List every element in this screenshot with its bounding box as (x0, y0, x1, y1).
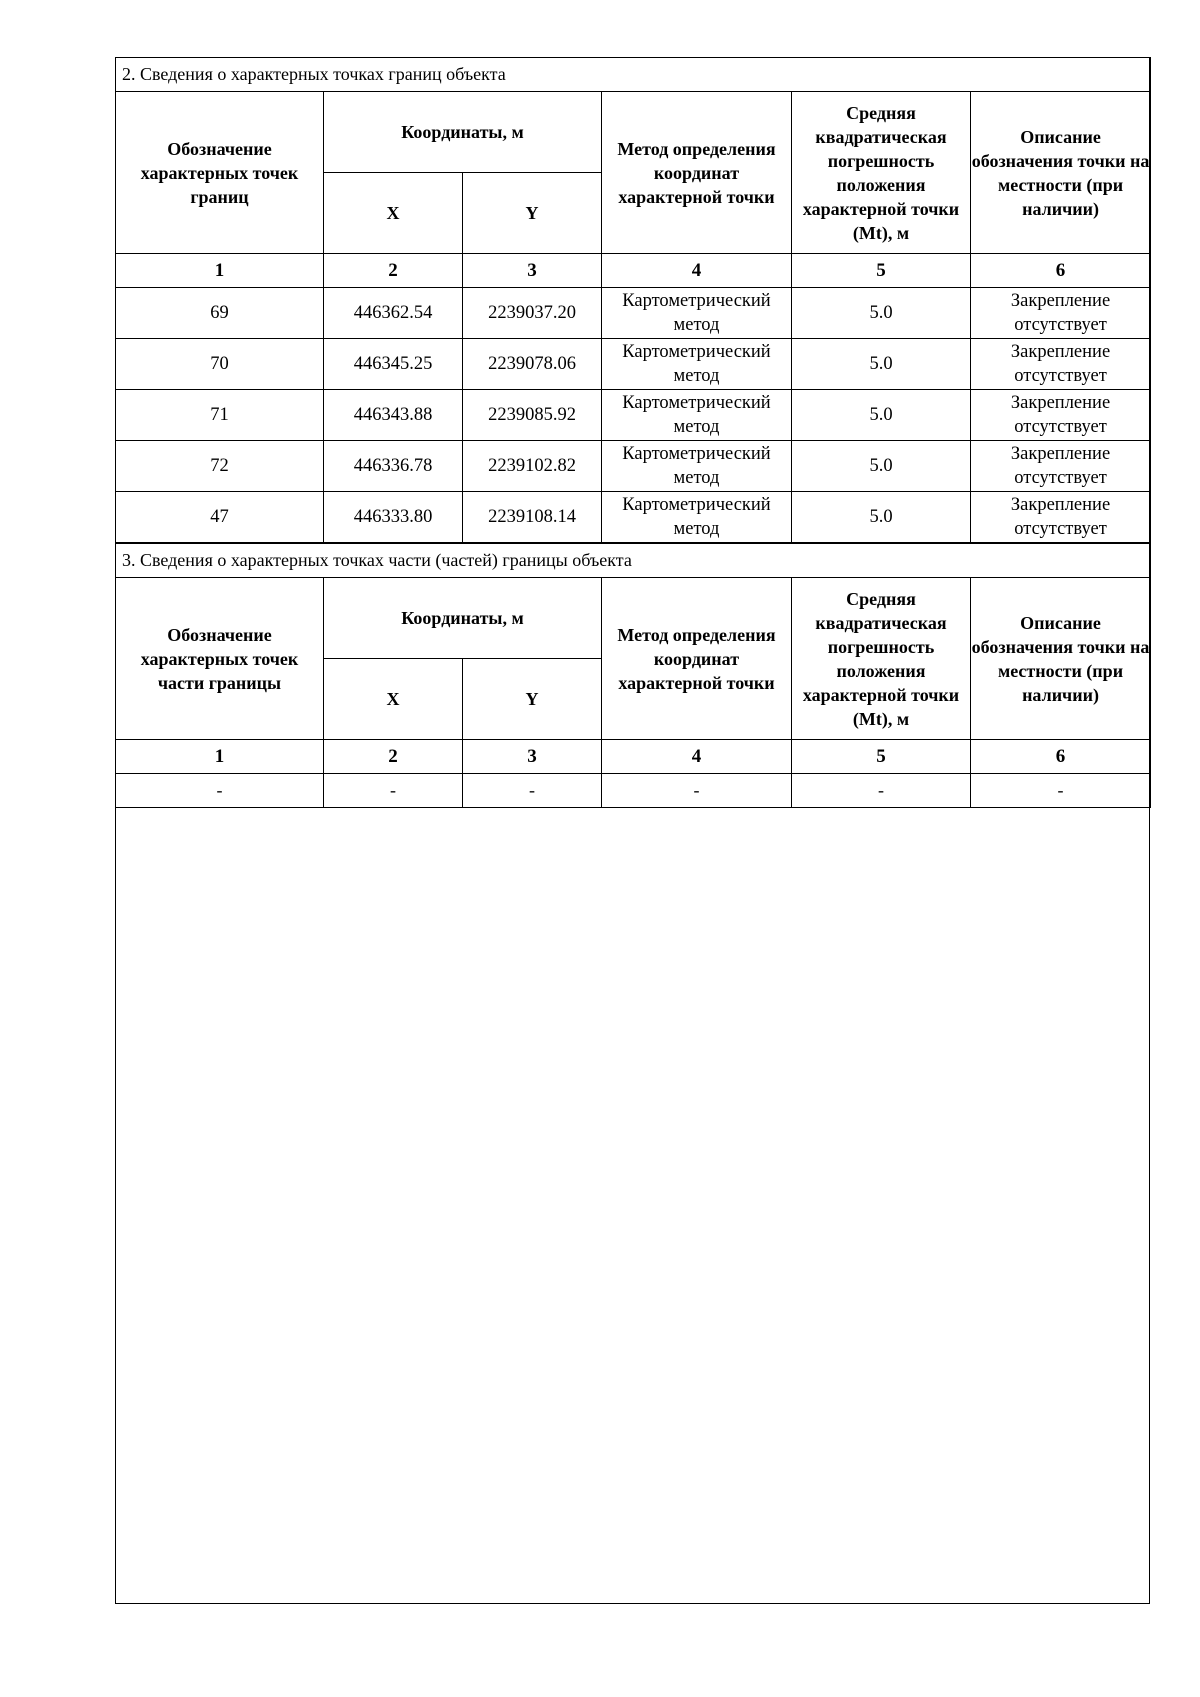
coord-y: - (463, 774, 602, 808)
col-number: 6 (971, 740, 1151, 774)
mt-cell: - (792, 774, 971, 808)
point-number: 72 (116, 441, 324, 492)
coord-y: 2239108.14 (463, 492, 602, 543)
header-y: Y (463, 659, 602, 740)
header-method: Метод определения координат характерной точки (602, 92, 792, 254)
col-number: 6 (971, 254, 1151, 288)
header-coords: Координаты, м (324, 92, 602, 173)
coord-x: 446333.80 (324, 492, 463, 543)
header-y: Y (463, 173, 602, 254)
header-x: X (324, 173, 463, 254)
coord-x: - (324, 774, 463, 808)
coord-x: 446345.25 (324, 339, 463, 390)
table-row (116, 390, 1151, 441)
col-number: 1 (116, 254, 324, 288)
mt-cell: 5.0 (792, 339, 971, 390)
col-number: 2 (324, 254, 463, 288)
part-boundary-points-table (115, 543, 1151, 808)
point-number: 70 (116, 339, 324, 390)
coord-x: 446362.54 (324, 288, 463, 339)
col-number: 2 (324, 740, 463, 774)
point-number: - (116, 774, 324, 808)
section-title: 2. Сведения о характерных точках границ объекта (116, 58, 1151, 92)
description-cell: Закрепление отсутствует (971, 339, 1151, 390)
point-number: 71 (116, 390, 324, 441)
header-error: Средняя квадратическая погрешность положения характерной точки (Mt), м (792, 578, 971, 740)
col-number: 3 (463, 740, 602, 774)
coord-x: 446336.78 (324, 441, 463, 492)
description-cell: - (971, 774, 1151, 808)
header-designation: Обозначение характерных точек части границы (116, 578, 324, 740)
table-row (116, 774, 1151, 808)
method-cell: Картометрический метод (602, 288, 792, 339)
coord-y: 2239078.06 (463, 339, 602, 390)
col-number: 4 (602, 740, 792, 774)
col-number: 4 (602, 254, 792, 288)
coord-y: 2239085.92 (463, 390, 602, 441)
mt-cell: 5.0 (792, 288, 971, 339)
table-row (116, 288, 1151, 339)
col-number: 1 (116, 740, 324, 774)
point-number: 69 (116, 288, 324, 339)
header-designation: Обозначение характерных точек границ (116, 92, 324, 254)
method-cell: Картометрический метод (602, 390, 792, 441)
method-cell: Картометрический метод (602, 339, 792, 390)
method-cell: Картометрический метод (602, 441, 792, 492)
section-title: 3. Сведения о характерных точках части (частей) границы объекта (116, 544, 1151, 578)
coord-y: 2239037.20 (463, 288, 602, 339)
header-coords: Координаты, м (324, 578, 602, 659)
point-number: 47 (116, 492, 324, 543)
col-number: 5 (792, 740, 971, 774)
mt-cell: 5.0 (792, 441, 971, 492)
header-error: Средняя квадратическая погрешность положения характерной точки (Mt), м (792, 92, 971, 254)
description-cell: Закрепление отсутствует (971, 288, 1151, 339)
col-number: 5 (792, 254, 971, 288)
col-number: 3 (463, 254, 602, 288)
description-cell: Закрепление отсутствует (971, 441, 1151, 492)
description-cell: Закрепление отсутствует (971, 390, 1151, 441)
header-description: Описание обозначения точки на местности (при наличии) (971, 92, 1151, 254)
table-row (116, 492, 1151, 543)
coord-y: 2239102.82 (463, 441, 602, 492)
method-cell: Картометрический метод (602, 492, 792, 543)
header-description: Описание обозначения точки на местности (при наличии) (971, 578, 1151, 740)
boundary-points-table (115, 57, 1151, 543)
coord-x: 446343.88 (324, 390, 463, 441)
header-method: Метод определения координат характерной точки (602, 578, 792, 740)
table-row (116, 339, 1151, 390)
header-x: X (324, 659, 463, 740)
mt-cell: 5.0 (792, 390, 971, 441)
description-cell: Закрепление отсутствует (971, 492, 1151, 543)
method-cell: - (602, 774, 792, 808)
table-row (116, 441, 1151, 492)
mt-cell: 5.0 (792, 492, 971, 543)
